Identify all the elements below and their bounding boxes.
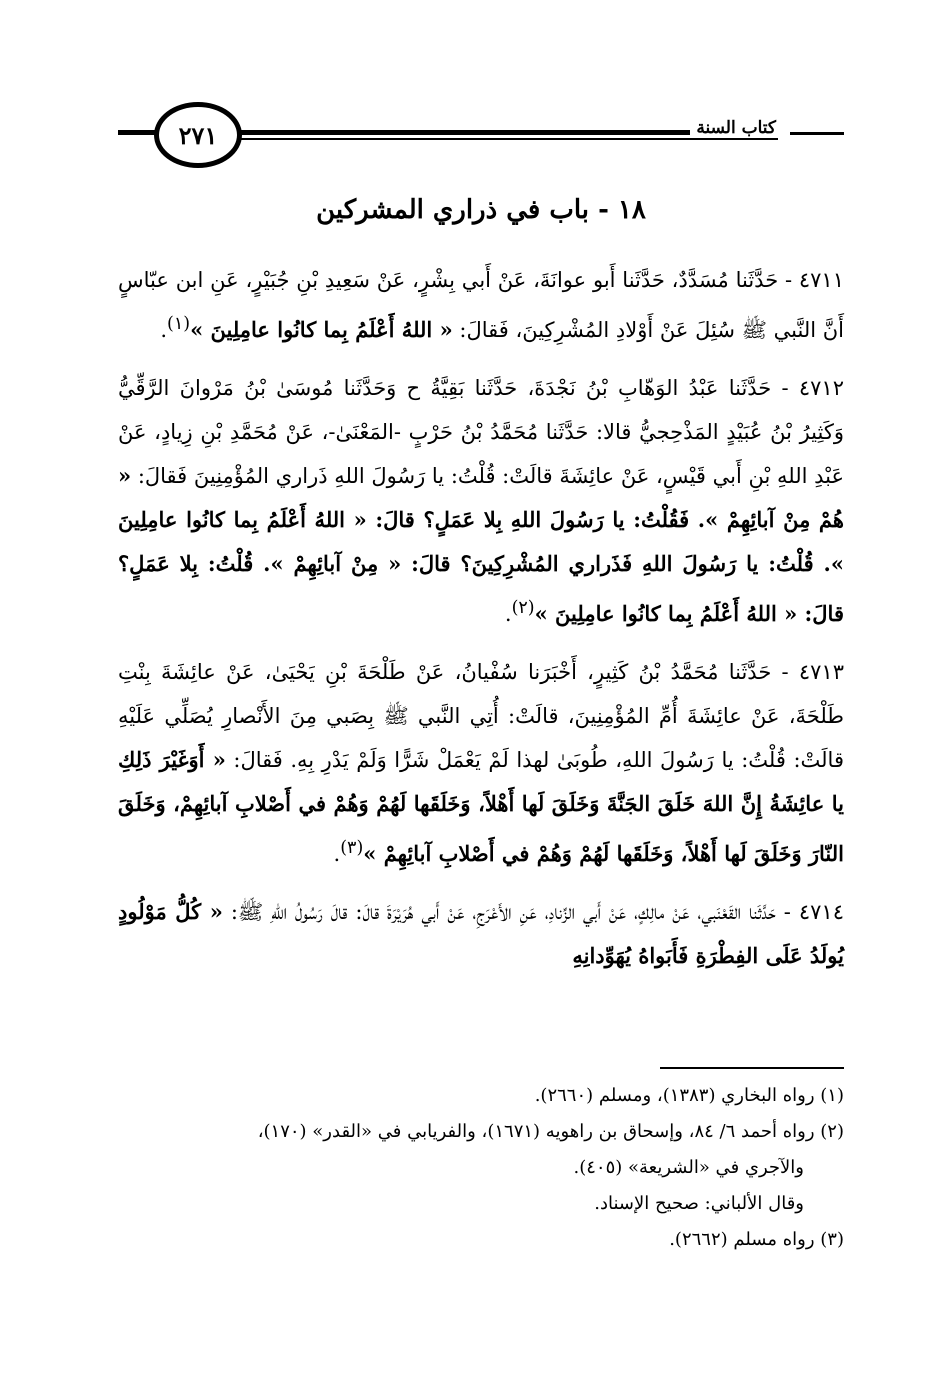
hadith-tail: .: [504, 602, 512, 626]
hadith-body: [118, 258, 844, 992]
footnote-text: رواه مسلم (٢٦٦٢).: [669, 1229, 815, 1250]
hadith-matn: « اللهُ أَعْلَمُ بِما كانُوا عامِلِينَ »: [190, 317, 453, 342]
hadith-4712: [118, 366, 844, 636]
footnotes: [118, 1078, 844, 1258]
footnote-separator: [660, 1067, 844, 1069]
page-number: ٢٧١: [154, 102, 242, 168]
hadith-matn: « كُلُّ مَوْلُودٍ يُولَدُ عَلَى الفِطْرَةِ فَأَبَواهُ يُهَوِّدانِهِ: [118, 899, 844, 968]
chapter-title: ١٨ - باب في ذراري المشركين: [316, 195, 646, 225]
footnote-text: رواه البخاري (١٣٨٣)، ومسلم (٢٦٦٠).: [534, 1085, 815, 1106]
hadith-tail: .: [160, 318, 168, 342]
footnote-ref[interactable]: (٢): [511, 598, 535, 618]
hadith-matn: « هُمْ مِنْ آبائِهِمْ ». فَقُلْتُ: يا رَسُولَ اللهِ بِلا عَمَلٍ؟ قالَ: « اللهُ أَعْلَمُ بِما كانُوا عامِلِينَ ». قُلْتُ: يا رَسُولَ اللهِ فَذَراري المُشْرِكِينَ؟ قالَ: « مِنْ آبائِهِمْ ». قُلْتُ: بِلا عَمَلٍ؟ قالَ: « اللهُ أَعْلَمُ بِما كانُوا عامِلِينَ »: [118, 463, 844, 626]
hadith-isnad: ٤٧١١ - حَدَّثَنا مُسَدَّدٌ، حَدَّثَنا أَبو عوانَةَ، عَنْ أَبي بِشْرٍ، عَنْ سَعِيدِ بْنِ جُبَيْرٍ، عَنِ ابن عبّاسٍ أَنَّ النَّبي ﷺ سُئِلَ عَنْ أَوْلادِ المُشْرِكِينَ، فَقالَ:: [118, 268, 844, 342]
header-rule-left: [118, 130, 158, 135]
header-rule-right: [790, 132, 844, 135]
page-header: [118, 88, 844, 178]
hadith-4714: [118, 890, 844, 978]
footnote-1: [118, 1078, 844, 1114]
footnote-ref[interactable]: (١): [167, 314, 191, 334]
hadith-tail: .: [333, 842, 341, 866]
hadith-isnad: ٤٧١٢ - حَدَّثَنا عَبْدُ الوَهّابِ بْنُ نَجْدَةَ، حَدَّثَنا بَقِيَّةُ ح وَحَدَّثَنا مُوسَىٰ بْنُ مَرْوانَ الرَّقِّيُّ وَكَثِيرُ بْنُ عُبَيْدٍ المَذْحِجيُّ قالا: حَدَّثَنا مُحَمَّدُ بْنُ حَرْبٍ -المَعْنَىٰ-، عَنْ مُحَمَّدِ بْنِ زِيادٍ، عَنْ عَبْدِ اللهِ بْنِ أَبي قَيْسٍ، عَنْ عائِشَةَ قالَتْ: قُلْتُ: يا رَسُولَ اللهِ ذَراري المُؤْمِنِينَ فَقالَ:: [118, 376, 844, 488]
footnote-2-continuation: والآجري في «الشريعة» (٤٠٥).: [573, 1157, 804, 1178]
footnote-2: [118, 1114, 844, 1150]
hadith-isnad: ٤٧١٣ - حَدَّثَنا مُحَمَّدُ بْنُ كَثِيرٍ، أَخْبَرَنا سُفْيانُ، عَنْ طَلْحَةَ بْنِ يَحْيَىٰ، عَنْ عائِشَةَ بِنْتِ طَلْحَةَ، عَنْ عائِشَةَ أُمِّ المُؤْمِنِينَ، قالَتْ: أُتِي النَّبي ﷺ بِصَبي مِنَ الأَنْصارِ يُصَلِّي عَلَيْهِ قالَتْ: قُلْتُ: يا رَسُولَ اللهِ، طُوبَىٰ لهذا لَمْ يَعْمَلْ شَرًّا وَلَمْ يَدْرِ بِهِ. فَقالَ:: [118, 660, 844, 772]
footnote-3: [118, 1222, 844, 1258]
footnote-text: رواه أحمد ٦/ ٨٤، وإسحاق بن راهويه (١٦٧١)، والفريابي في «القدر» (١٧٠)،: [257, 1121, 815, 1142]
hadith-4711: [118, 258, 844, 352]
footnote-ref[interactable]: (٣): [340, 838, 364, 858]
footnote-2-note: وقال الألباني: صحيح الإسناد.: [594, 1193, 804, 1214]
footnote-number: (٢): [820, 1121, 844, 1142]
header-rule-thin: [228, 138, 778, 140]
running-title: كتاب السنة: [690, 118, 782, 138]
footnote-number: (٣): [820, 1229, 844, 1250]
hadith-matn: « أَوَغَيْرَ ذَلِكِ يا عائِشَةُ إِنَّ اللهَ خَلَقَ الجَنَّةَ وَخَلَقَ لَها أَهْلاً، وَخَلَقَها لَهُمْ وَهُمْ في أَصْلابِ آبائِهِمْ، وَخَلَقَ النّارَ وَخَلَقَ لَها أَهْلاً، وَخَلَقَها لَهُمْ وَهُمْ في أَصْلابِ آبائِهِمْ »: [118, 747, 844, 866]
footnote-number: (١): [820, 1085, 844, 1106]
hadith-isnad: ٤٧١٤ - حَدَّثَنا القَعْنَبي، عَنْ مالِكٍ، عَنْ أَبي الزِّنادِ، عَنِ الأَعْرَجِ، عَنْ أَبي هُرَيْرَةَ قالَ: قالَ رَسُولُ اللهِ ﷺ:: [230, 900, 844, 924]
hadith-4713: [118, 650, 844, 876]
